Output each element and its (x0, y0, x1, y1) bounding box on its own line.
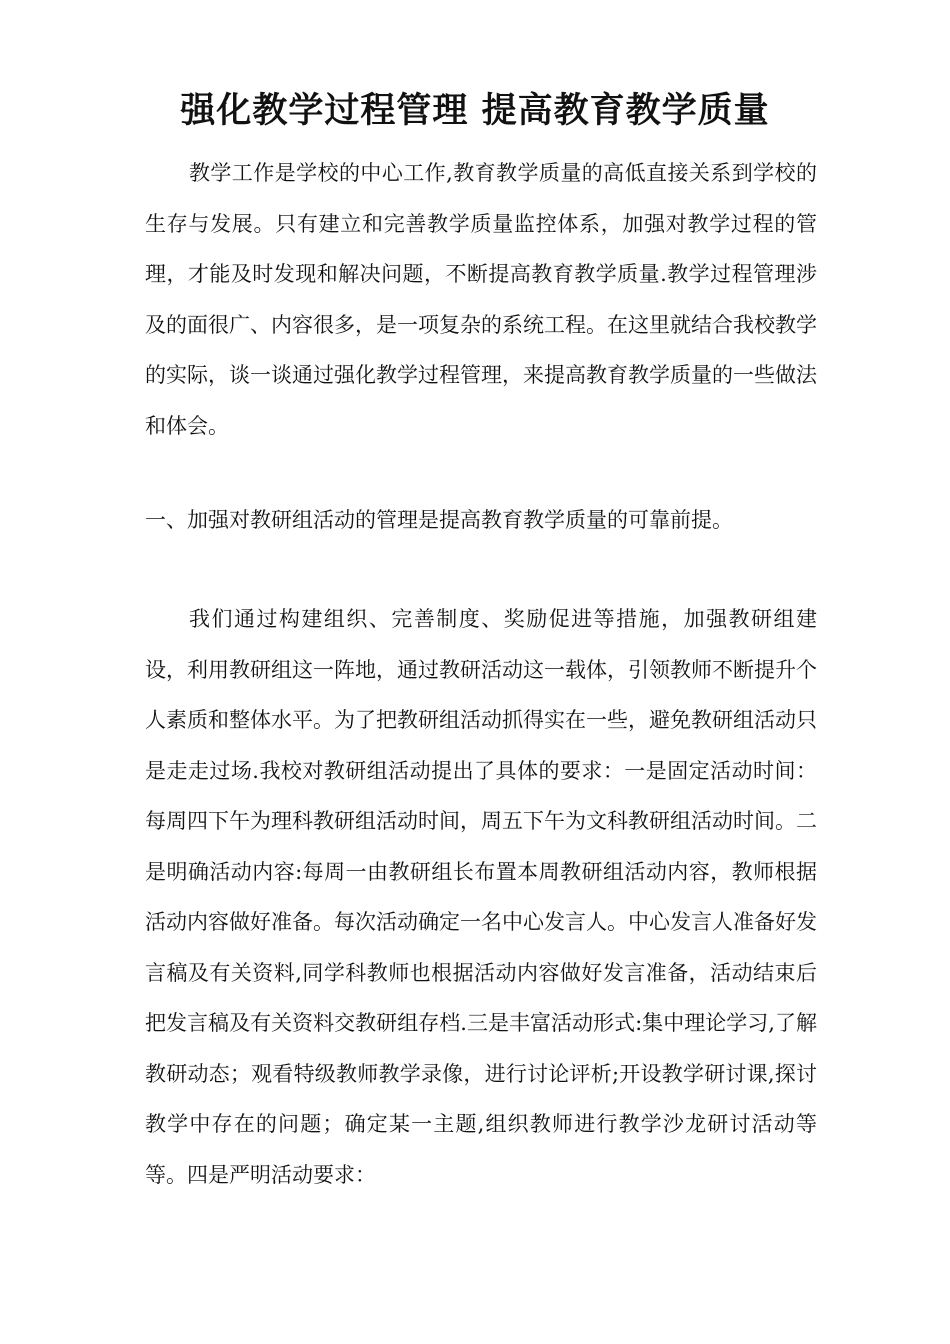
intro-paragraph: 教学工作是学校的中心工作,教育教学质量的高低直接关系到学校的生存与发展。只有建立和完善教学质量监控体系，加强对教学过程的管理，才能及时发现和解决问题，不断提高教育教学质量.教学过程管理涉及的面很广、内容很多，是一项复杂的系统工程。在这里就结合我校教学的实际，谈一谈通过强化教学过程管理，来提高教育教学质量的一些做法和体会。 (145, 161, 817, 438)
section-heading: 一、加强对教研组活动的管理是提高教育教学质量的可靠前提。 (145, 508, 733, 532)
document-title: 强化教学过程管理 提高教育教学质量 (180, 91, 770, 131)
section-paragraph: 我们通过构建组织、完善制度、奖励促进等措施，加强教研组建设，利用教研组这一阵地，通过教研活动这一载体，引领教师不断提升个人素质和整体水平。为了把教研组活动抓得实在一些，避免教研组活动只是走走过场.我校对教研组活动提出了具体的要求：一是固定活动时间：每周四下午为理科教研组活动时间，周五下午为文科教研组活动时间。二是明确活动内容:每周一由教研组长布置本周教研组活动内容，教师根据活动内容做好准备。每次活动确定一名中心发言人。中心发言人准备好发言稿及有关资料,同学科教师也根据活动内容做好发言准备，活动结束后把发言稿及有关资料交教研组存档.三是丰富活动形式:集中理论学习,了解教研动态；观看特级教师教学录像，进行讨论评析;开设教学研讨课,探讨教学中存在的问题；确定某一主题,组织教师进行教学沙龙研讨活动等等。四是严明活动要求： (145, 607, 817, 1187)
